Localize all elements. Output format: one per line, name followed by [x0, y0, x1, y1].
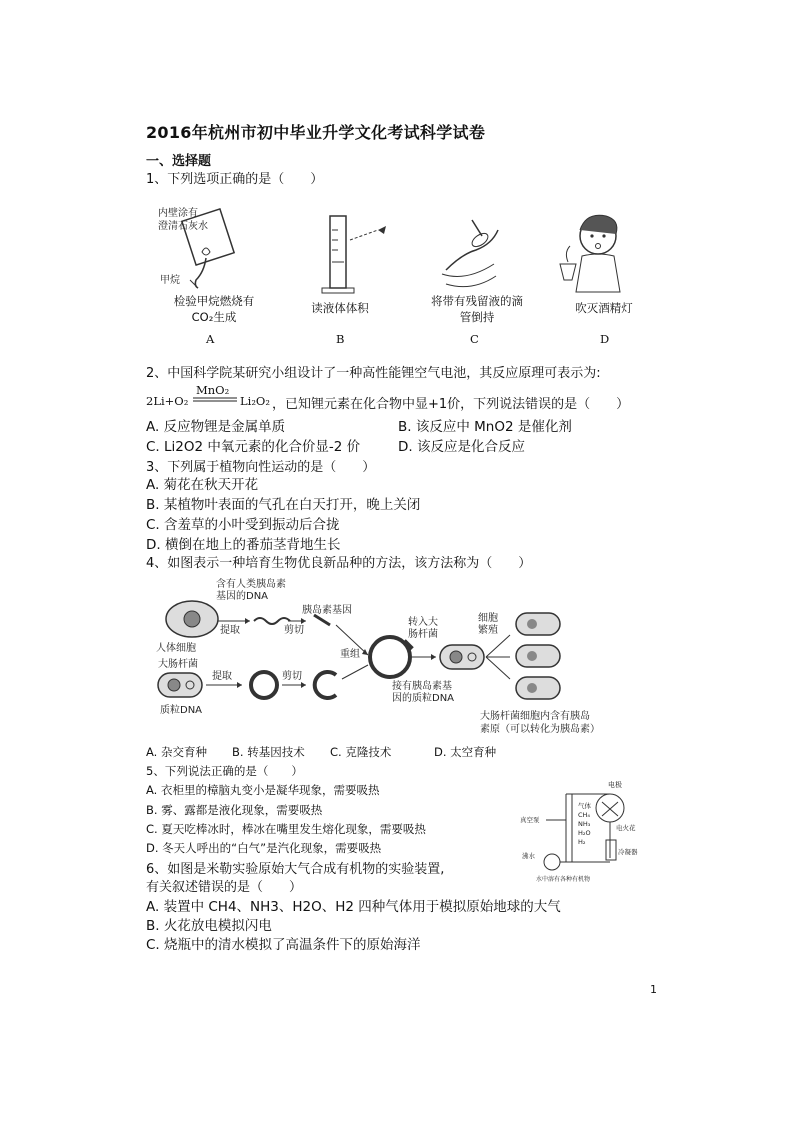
q4-result-1: 大肠杆菌细胞内含有胰岛 — [480, 711, 590, 722]
q4-dna-label-2: 基因的DNA — [216, 591, 269, 602]
q4-cut-1: 剪切 — [284, 625, 304, 636]
q4-stem: 4、如图表示一种培育生物优良新品种的方法，该方法称为（ ） — [146, 556, 532, 571]
q4-transfer-2: 肠杆菌 — [408, 629, 438, 640]
boiling-flask-icon — [544, 854, 560, 870]
q2-equation-left: 2Li+O₂ — [146, 394, 189, 408]
q2-option-b: B. 该反应中 MnO2 是催化剂 — [398, 419, 572, 435]
q3-option-b: B. 某植物叶表面的气孔在白天打开，晚上关闭 — [146, 497, 421, 513]
apparatus-nh3: NH₃ — [578, 820, 591, 828]
miller-apparatus — [506, 778, 646, 886]
q4-divide-1: 细胞 — [478, 613, 498, 624]
q4-transfer-1: 转入大 — [408, 617, 438, 628]
q1-letter-d: D — [600, 332, 610, 346]
page-title: 2016年杭州市初中毕业升学文化考试科学试卷 — [146, 123, 486, 142]
apparatus-electrode: 电极 — [608, 781, 622, 789]
ecoli-icon — [158, 673, 202, 697]
plasmid-label: 质粒DNA — [160, 705, 203, 716]
figure-d-icon — [560, 215, 620, 292]
transformed-ecoli-icon — [440, 645, 484, 669]
q3-option-c: C. 含羞草的小叶受到振动后合拢 — [146, 517, 340, 533]
apparatus-gas: 气体 — [578, 802, 591, 810]
q2-equation-catalyst: MnO₂ — [196, 383, 230, 397]
q6-option-c: C. 烧瓶中的清水模拟了高温条件下的原始海洋 — [146, 937, 421, 953]
q1-letter-b: B — [336, 332, 345, 346]
q6-stem-2: 有关叙述错误的是（ ） — [146, 880, 303, 895]
apparatus-boiling: 沸水 — [522, 852, 535, 860]
q4-divide-2: 繁殖 — [478, 625, 498, 636]
figure-a-label-2: 澄清石灰水 — [158, 221, 208, 232]
figure-b-icon — [322, 216, 386, 293]
q4-option-c: C. 克隆技术 — [330, 745, 392, 759]
q2-option-d: D. 该反应是化合反应 — [398, 439, 525, 455]
q4-recomb-label-2: 因的质粒DNA — [392, 693, 455, 704]
q3-option-a: A. 菊花在秋天开花 — [146, 477, 259, 493]
q4-recombine: 重组 — [340, 649, 360, 660]
plasmid-ring-icon — [251, 672, 277, 698]
q4-extract-1: 提取 — [220, 625, 240, 636]
q2-stem: 2、中国科学院某研究小组设计了一种高性能锂空气电池，其反应原理可表示为: — [146, 366, 601, 381]
dna-strand-icon — [254, 618, 290, 624]
page-number: 1 — [650, 983, 657, 996]
q4-extract-2: 提取 — [212, 671, 232, 682]
q2-option-a: A. 反应物锂是金属单质 — [146, 419, 286, 435]
section-heading: 一、选择题 — [146, 154, 212, 169]
q4-option-b: B. 转基因技术 — [232, 745, 305, 759]
apparatus-vacuum: 真空泵 — [520, 816, 540, 824]
q1-stem: 1、下列选项正确的是（ ） — [146, 172, 324, 187]
q4-gene-label: 胰岛素基因 — [302, 605, 352, 616]
q2-equation-right: Li₂O₂ — [240, 394, 270, 408]
apparatus-spark: 电火花 — [616, 824, 636, 832]
q1-caption-d: 吹灭酒精灯 — [575, 301, 633, 315]
q6-stem-1: 6、如图是米勒实验原始大气合成有机物的实验装置, — [146, 862, 445, 877]
cut-plasmid-icon — [315, 672, 336, 698]
human-cell-label: 人体细胞 — [156, 643, 196, 654]
q2-option-c: C. Li2O2 中氧元素的化合价显-2 价 — [146, 439, 361, 455]
q1-letter-a: A — [206, 332, 215, 346]
q5-stem: 5、下列说法正确的是（ ） — [146, 764, 303, 778]
q4-diagram — [146, 575, 646, 745]
q6-option-a: A. 装置中 CH4、NH3、H2O、H2 四种气体用于模拟原始地球的大气 — [146, 899, 561, 915]
q1-figures — [146, 200, 646, 350]
human-cell-icon — [166, 601, 218, 637]
q1-letter-c: C — [470, 332, 479, 346]
q4-dna-label-1: 含有人类胰岛素 — [216, 579, 286, 590]
q5-option-b: B. 雾、露都是液化现象，需要吸热 — [146, 803, 323, 817]
q2-equation-arrow — [193, 396, 237, 404]
gene-fragment-icon — [314, 615, 330, 625]
q4-option-d: D. 太空育种 — [434, 745, 497, 759]
spark-flask-icon — [596, 794, 624, 822]
q3-option-d: D. 横倒在地上的番茄茎背地生长 — [146, 537, 341, 553]
q6-option-b: B. 火花放电模拟闪电 — [146, 918, 272, 934]
apparatus-ch4: CH₄ — [578, 811, 591, 819]
figure-c-icon — [442, 220, 498, 287]
q1-caption-c: 将带有残留液的滴管倒持 — [431, 294, 523, 324]
figure-a-label-1: 内壁涂有 — [158, 208, 198, 219]
q5-option-d: D. 冬天人呼出的“白气”是汽化现象，需要吸热 — [146, 841, 382, 855]
apparatus-h2o: H₂O — [578, 829, 591, 837]
q4-result-2: 素原（可以转化为胰岛素） — [480, 724, 600, 735]
q5-option-c: C. 夏天吃棒冰时，棒冰在嘴里发生熔化现象，需要吸热 — [146, 822, 426, 836]
ecoli-label: 大肠杆菌 — [158, 659, 198, 670]
q4-option-a: A. 杂交育种 — [146, 745, 207, 759]
figure-a-label-3: 甲烷 — [160, 275, 180, 286]
dividing-cells-icon — [516, 613, 560, 699]
q1-caption-b: 读液体体积 — [311, 301, 369, 315]
apparatus-h2: H₂ — [578, 838, 586, 846]
q1-caption-a: 检验甲烷燃烧有CO₂生成 — [173, 294, 255, 324]
figure-a-icon — [158, 206, 234, 288]
apparatus-condenser: 冷凝器 — [618, 848, 638, 856]
q3-stem: 3、下列属于植物向性运动的是（ ） — [146, 460, 376, 475]
q4-recomb-label-1: 接有胰岛素基 — [392, 681, 452, 692]
q4-cut-2: 剪切 — [282, 671, 302, 682]
apparatus-organics: 水中溶有各种有机物 — [536, 876, 591, 883]
q2-equation-tail: ，已知锂元素在化合物中显+1价，下列说法错误的是（ ） — [272, 397, 630, 412]
q5-option-a: A. 衣柜里的樟脑丸变小是凝华现象，需要吸热 — [146, 783, 380, 797]
